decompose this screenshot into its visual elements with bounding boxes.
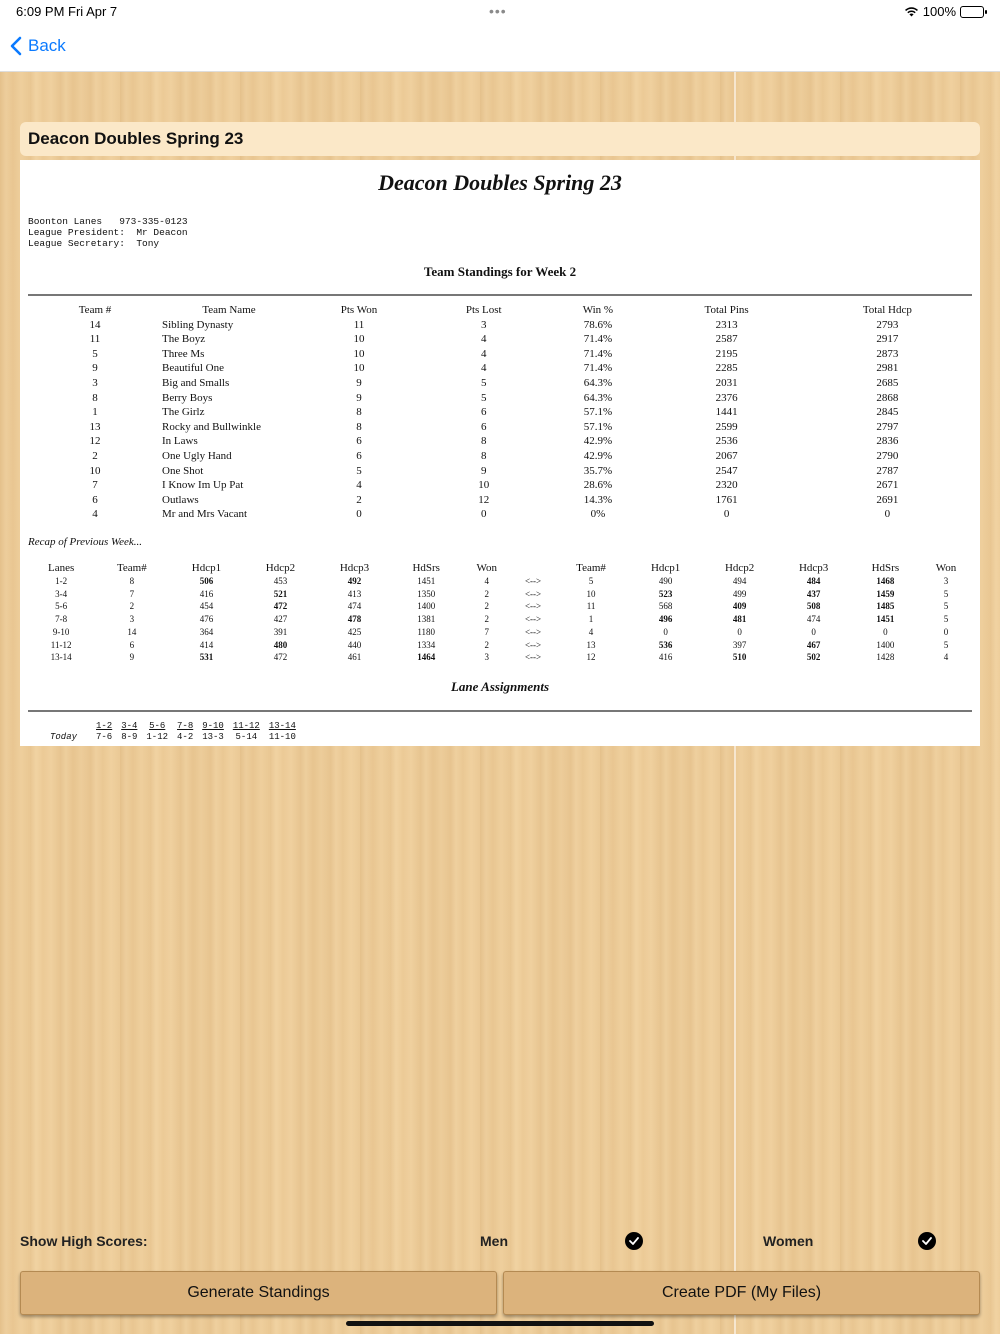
recap-cell: 492 xyxy=(347,576,362,586)
divider xyxy=(28,294,972,296)
checkmark-icon xyxy=(922,1237,932,1245)
standings-cell: 4 xyxy=(92,508,98,521)
standings-cell: 2 xyxy=(92,449,98,462)
create-pdf-button[interactable]: Create PDF (My Files) xyxy=(503,1271,980,1315)
lane-teams: 13-3 xyxy=(202,732,224,742)
status-time: 6:09 PM Fri Apr 7 xyxy=(16,4,118,19)
standings-cell: 9 xyxy=(92,362,98,375)
standings-cell: 2685 xyxy=(876,376,899,389)
recap-cell: 1400 xyxy=(876,639,895,650)
recap-cell: 0 xyxy=(883,626,888,637)
recap-cell: 1334 xyxy=(417,639,436,650)
recap-cell: 490 xyxy=(658,576,673,586)
recap-cell: 9 xyxy=(129,652,135,663)
lane-number: 5-6 xyxy=(149,721,166,731)
team-name-cell: I Know Im Up Pat xyxy=(162,479,244,492)
recap-cell: 474 xyxy=(806,614,821,625)
standings-cell: 4 xyxy=(480,333,487,346)
standings-row xyxy=(28,478,972,493)
recap-cell: 1485 xyxy=(876,601,895,612)
standings-cell: 35.7% xyxy=(583,464,613,477)
recap-cell: 0 xyxy=(943,626,949,637)
standings-cell: 2587 xyxy=(715,333,738,346)
standings-cell: 13 xyxy=(89,420,101,433)
col-header: Team # xyxy=(78,304,112,316)
women-checkbox[interactable] xyxy=(918,1232,936,1250)
col-header: Pts Won xyxy=(340,304,378,316)
recap-cell: 397 xyxy=(732,639,747,650)
recap-cell: 0 xyxy=(663,626,668,637)
recap-cell: 11 xyxy=(586,601,596,612)
report-info xyxy=(28,216,188,249)
standings-row xyxy=(28,420,972,435)
battery-percent: 100% xyxy=(922,4,956,19)
standings-cell: 2793 xyxy=(876,318,899,331)
team-name-cell: Berry Boys xyxy=(162,391,213,404)
standings-cell: 6 xyxy=(480,406,487,419)
standings-cell: 1 xyxy=(92,406,98,419)
recap-col-header: Team# xyxy=(576,561,606,574)
recap-cell: 3-4 xyxy=(55,588,68,599)
team-name-cell: Beautiful One xyxy=(162,362,225,375)
team-name-cell: Mr and Mrs Vacant xyxy=(162,508,248,521)
standings-cell: 9 xyxy=(356,376,362,389)
recap-cell: 7-8 xyxy=(55,614,68,625)
standings-cell: 2917 xyxy=(876,333,899,346)
col-header: Team Name xyxy=(202,304,256,316)
standings-cell: 8 xyxy=(92,391,98,404)
recap-cell: 7 xyxy=(484,626,490,637)
recap-cell: 2 xyxy=(129,601,135,612)
recap-col-header: Lanes xyxy=(48,561,75,574)
recap-cell: 2 xyxy=(484,588,490,599)
recap-cell: 6 xyxy=(129,639,135,650)
recap-cell: 506 xyxy=(199,576,214,586)
recap-cell: 5 xyxy=(943,601,949,612)
recap-cell: 13-14 xyxy=(50,652,72,663)
info-line: League Secretary: Tony xyxy=(28,238,160,249)
recap-col-header: Hdcp2 xyxy=(265,561,296,574)
recap-cell: 1451 xyxy=(417,576,436,586)
standings-cell: 78.6% xyxy=(583,318,613,331)
standings-cell: 0 xyxy=(480,508,487,521)
standings-cell: 8 xyxy=(356,420,362,433)
standings-cell: 2031 xyxy=(715,376,738,389)
lane-number: 13-14 xyxy=(268,721,296,731)
standings-cell: 2836 xyxy=(876,435,899,448)
standings-cell: 2067 xyxy=(715,449,738,462)
recap-row xyxy=(28,626,972,639)
recap-cell: 437 xyxy=(806,588,821,599)
team-name-cell: The Girlz xyxy=(162,406,205,419)
standings-cell: 2599 xyxy=(715,420,738,433)
recap-col-header: Won xyxy=(935,561,957,574)
recap-cell: 461 xyxy=(347,652,362,663)
recap-cell: 1 xyxy=(588,614,594,625)
recap-cell: 391 xyxy=(273,626,288,637)
recap-cell: 5-6 xyxy=(55,601,68,612)
recap-cell: 472 xyxy=(273,601,288,612)
recap-cell: 1381 xyxy=(417,614,436,625)
lane-number: 11-12 xyxy=(232,721,260,731)
standings-cell: 10 xyxy=(353,362,365,375)
recap-cell: 0 xyxy=(737,626,742,637)
standings-cell: 10 xyxy=(89,464,101,477)
standings-cell: 2547 xyxy=(715,464,738,477)
lane-teams: 5-14 xyxy=(235,732,258,742)
navigation-bar xyxy=(0,26,1000,72)
recap-cell: 409 xyxy=(732,601,747,612)
standings-cell: 7 xyxy=(92,479,98,492)
recap-col-header: Hdcp2 xyxy=(724,561,755,574)
recap-cell: 496 xyxy=(658,614,673,625)
recap-col-header: Hdcp1 xyxy=(191,561,222,574)
standings-cell: 6 xyxy=(480,420,487,433)
recap-cell: 481 xyxy=(732,614,747,625)
lane-number: 1-2 xyxy=(96,721,113,731)
recap-cell: <--> xyxy=(524,576,542,586)
men-checkbox[interactable] xyxy=(625,1232,643,1250)
standings-row xyxy=(28,434,972,449)
recap-cell: 1468 xyxy=(876,576,895,586)
recap-cell: 467 xyxy=(806,639,821,650)
recap-cell: 531 xyxy=(199,652,214,663)
team-name-cell: Sibling Dynasty xyxy=(162,318,234,331)
recap-cell: 510 xyxy=(732,652,747,663)
standings-cell: 0 xyxy=(723,508,730,521)
recap-cell: 2 xyxy=(484,601,490,612)
recap-table xyxy=(28,560,972,664)
recap-label: Recap of Previous Week... xyxy=(28,536,143,548)
standings-cell: 4 xyxy=(480,347,487,360)
team-name-cell: The Boyz xyxy=(162,333,206,346)
col-header: Total Pins xyxy=(704,304,749,316)
recap-cell: 454 xyxy=(199,601,214,612)
recap-cell: 13 xyxy=(586,639,596,650)
lane-teams: 7-6 xyxy=(96,732,113,742)
status-right xyxy=(904,4,984,19)
standings-cell: 9 xyxy=(356,391,362,404)
team-name-cell: Outlaws xyxy=(162,493,199,506)
recap-row xyxy=(28,651,972,664)
recap-cell: 9-10 xyxy=(52,626,70,637)
recap-cell: 472 xyxy=(273,652,288,663)
standings-cell: 5 xyxy=(356,464,362,477)
back-label: Back xyxy=(28,36,66,55)
recap-cell: 5 xyxy=(943,639,949,650)
standings-cell: 71.4% xyxy=(583,362,613,375)
standings-cell: 57.1% xyxy=(583,420,613,433)
standings-cell: 1441 xyxy=(715,406,738,419)
recap-cell: 502 xyxy=(806,652,821,663)
recap-cell: 1459 xyxy=(876,588,895,599)
recap-cell: <--> xyxy=(524,601,542,612)
standings-cell: 6 xyxy=(356,449,362,462)
recap-cell: 5 xyxy=(943,588,949,599)
standings-cell: 2313 xyxy=(715,318,738,331)
lane-today-label: Today xyxy=(50,732,78,742)
standings-cell: 9 xyxy=(480,464,487,477)
report-subtitle: Team Standings for Week 2 xyxy=(423,264,577,279)
recap-cell: 1350 xyxy=(417,588,436,599)
recap-cell: 499 xyxy=(732,588,747,599)
standings-cell: 8 xyxy=(356,406,362,419)
recap-cell: 3 xyxy=(129,614,135,625)
lane-assignment xyxy=(121,721,137,743)
recap-cell: 523 xyxy=(658,588,673,599)
standings-cell: 11 xyxy=(89,333,101,346)
standings-cell: 11 xyxy=(353,318,365,331)
standings-cell: 5 xyxy=(480,391,487,404)
recap-cell: 12 xyxy=(586,652,596,663)
lane-assignments xyxy=(50,721,305,743)
recap-row xyxy=(28,588,972,601)
recap-cell: 1428 xyxy=(876,652,895,663)
lane-number: 9-10 xyxy=(202,721,224,731)
recap-cell: 1-2 xyxy=(55,576,68,586)
standings-row xyxy=(28,361,972,376)
recap-cell: 1400 xyxy=(417,601,436,612)
standings-cell: 71.4% xyxy=(583,333,613,346)
standings-header-row xyxy=(28,303,972,318)
standings-cell: 2981 xyxy=(876,362,899,375)
standings-cell: 2671 xyxy=(876,479,899,492)
standings-cell: 2195 xyxy=(715,347,738,360)
standings-cell: 8 xyxy=(480,449,487,462)
standings-cell: 42.9% xyxy=(583,449,613,462)
standings-cell: 3 xyxy=(92,376,98,389)
recap-cell: 2 xyxy=(484,614,490,625)
lane-teams: 11-10 xyxy=(268,732,296,742)
recap-row xyxy=(28,575,972,588)
standings-cell: 4 xyxy=(356,479,362,492)
standings-row xyxy=(28,332,972,347)
recap-cell: 3 xyxy=(943,576,949,586)
recap-col-header: Hdcp3 xyxy=(339,561,370,574)
recap-cell: <--> xyxy=(524,614,542,625)
recap-row xyxy=(28,639,972,652)
generate-standings-button[interactable]: Generate Standings xyxy=(20,1271,497,1315)
recap-cell: 478 xyxy=(347,614,362,625)
standings-cell: 64.3% xyxy=(583,376,613,389)
team-name-cell: One Shot xyxy=(162,464,204,477)
recap-row xyxy=(28,613,972,626)
standings-row xyxy=(28,405,972,420)
standings-cell: 10 xyxy=(478,479,490,492)
standings-cell: 0 xyxy=(884,508,891,521)
recap-cell: 476 xyxy=(199,614,214,625)
recap-cell: 440 xyxy=(347,639,362,650)
standings-cell: 64.3% xyxy=(583,391,613,404)
standings-cell: 2873 xyxy=(876,347,899,360)
recap-cell: 453 xyxy=(273,576,288,586)
recap-col-header: Team# xyxy=(116,561,147,574)
lane-teams: 8-9 xyxy=(121,732,138,742)
chevron-left-icon xyxy=(10,36,22,56)
recap-cell: 413 xyxy=(347,588,362,599)
recap-cell: 5 xyxy=(588,576,594,586)
info-line: League President: Mr Deacon xyxy=(28,227,188,238)
recap-col-header xyxy=(513,560,554,575)
standings-cell: 28.6% xyxy=(583,479,613,492)
recap-cell: <--> xyxy=(524,652,542,663)
recap-cell: 425 xyxy=(347,626,362,637)
standings-cell: 2320 xyxy=(715,479,738,492)
recap-cell: 508 xyxy=(806,601,821,612)
recap-col-header: Hdcp3 xyxy=(798,561,829,574)
team-name-cell: One Ugly Hand xyxy=(162,449,232,462)
standings-row xyxy=(28,318,972,333)
recap-cell: 8 xyxy=(129,576,135,586)
standings-cell: 1761 xyxy=(715,493,738,506)
league-title: Deacon Doubles Spring 23 xyxy=(28,129,244,148)
standings-cell: 14.3% xyxy=(583,493,613,506)
recap-cell: 1180 xyxy=(417,626,436,637)
standings-cell: 12 xyxy=(478,493,490,506)
men-label: Men xyxy=(480,1233,508,1249)
standings-cell: 4 xyxy=(480,362,487,375)
standings-cell: 2 xyxy=(356,493,362,506)
standings-cell: 0% xyxy=(590,508,606,521)
standings-cell: 2787 xyxy=(876,464,899,477)
standings-cell: 14 xyxy=(89,318,101,331)
back-button[interactable] xyxy=(10,36,66,56)
lane-assignments-title: Lane Assignments xyxy=(450,679,550,694)
standings-row xyxy=(28,449,972,464)
recap-cell: 521 xyxy=(273,588,288,599)
recap-cell: 1464 xyxy=(417,652,436,663)
recap-cell: 364 xyxy=(199,626,214,637)
recap-cell: <--> xyxy=(524,626,542,637)
lane-number: 3-4 xyxy=(121,721,138,731)
recap-cell: 480 xyxy=(273,639,288,650)
recap-col-header: HdSrs xyxy=(412,561,440,574)
standings-cell: 3 xyxy=(480,318,487,331)
col-header: Total Hdcp xyxy=(862,304,912,316)
lane-number: 7-8 xyxy=(177,721,194,731)
standings-cell: 2868 xyxy=(876,391,899,404)
multitasking-dots-icon[interactable]: ••• xyxy=(489,3,507,19)
lane-assignment xyxy=(96,721,112,743)
lane-teams: 4-2 xyxy=(177,732,194,742)
recap-col-header: Won xyxy=(476,561,498,574)
recap-cell: 2 xyxy=(484,639,490,650)
team-name-cell: In Laws xyxy=(162,435,198,448)
recap-cell: 14 xyxy=(127,626,137,637)
standings-cell: 8 xyxy=(480,435,487,448)
standings-cell: 2790 xyxy=(876,449,899,462)
standings-row xyxy=(28,464,972,479)
recap-row xyxy=(28,600,972,613)
recap-cell: 484 xyxy=(806,576,821,586)
standings-row xyxy=(28,493,972,508)
recap-cell: 494 xyxy=(732,576,747,586)
league-title-bar xyxy=(20,122,980,156)
recap-cell: 1451 xyxy=(876,614,895,625)
standings-row xyxy=(28,391,972,406)
recap-cell: 474 xyxy=(347,601,362,612)
recap-cell: 7 xyxy=(129,588,135,599)
recap-cell: 10 xyxy=(586,588,596,599)
standings-cell: 10 xyxy=(353,347,365,360)
standings-cell: 2691 xyxy=(876,493,899,506)
home-indicator[interactable] xyxy=(346,1321,654,1326)
recap-header-row xyxy=(28,560,972,575)
standings-cell: 42.9% xyxy=(583,435,613,448)
recap-cell: 3 xyxy=(484,652,490,663)
show-high-scores-label: Show High Scores: xyxy=(20,1233,148,1249)
recap-col-header: HdSrs xyxy=(871,561,900,574)
recap-cell: 416 xyxy=(199,588,214,599)
status-bar xyxy=(0,0,1000,26)
lane-assignment xyxy=(146,721,168,743)
standings-row xyxy=(28,376,972,391)
lane-teams: 1-12 xyxy=(146,732,169,742)
lane-assignment xyxy=(269,721,296,743)
standings-row xyxy=(28,347,972,362)
standings-cell: 2797 xyxy=(876,420,899,433)
info-line: Boonton Lanes 973-335-0123 xyxy=(28,216,188,227)
col-header: Win % xyxy=(582,304,614,316)
lane-assignment xyxy=(233,721,260,743)
standings-cell: 0 xyxy=(356,508,362,521)
standings-row xyxy=(28,507,972,522)
standings-cell: 6 xyxy=(92,493,98,506)
standings-report[interactable] xyxy=(20,160,980,746)
recap-cell: <--> xyxy=(524,639,542,650)
lane-assignment xyxy=(177,721,193,743)
recap-cell: 11-12 xyxy=(50,639,72,650)
recap-cell: 414 xyxy=(199,639,214,650)
recap-cell: 427 xyxy=(273,614,288,625)
standings-cell: 57.1% xyxy=(583,406,613,419)
recap-cell: 416 xyxy=(658,652,673,663)
standings-cell: 2845 xyxy=(876,406,899,419)
standings-cell: 5 xyxy=(92,347,98,360)
report-title: Deacon Doubles Spring 23 xyxy=(378,170,622,195)
standings-cell: 2376 xyxy=(715,391,738,404)
standings-cell: 71.4% xyxy=(583,347,613,360)
team-name-cell: Big and Smalls xyxy=(162,376,230,389)
standings-cell: 2285 xyxy=(715,362,738,375)
recap-cell: 5 xyxy=(943,614,949,625)
women-label: Women xyxy=(763,1233,814,1249)
recap-cell: 4 xyxy=(484,576,490,586)
team-name-cell: Three Ms xyxy=(162,347,205,360)
battery-icon xyxy=(960,6,984,18)
standings-cell: 2536 xyxy=(715,435,738,448)
recap-cell: <--> xyxy=(524,588,542,599)
divider xyxy=(28,710,972,712)
standings-cell: 6 xyxy=(356,435,362,448)
standings-cell: 5 xyxy=(480,376,487,389)
col-header: Pts Lost xyxy=(465,304,502,316)
standings-cell: 12 xyxy=(89,435,101,448)
checkmark-icon xyxy=(629,1237,639,1245)
standings-cell: 10 xyxy=(353,333,365,346)
lane-assignment xyxy=(202,721,224,743)
recap-cell: 4 xyxy=(588,626,594,637)
recap-cell: 568 xyxy=(658,601,673,612)
standings-table xyxy=(28,303,972,522)
recap-cell: 536 xyxy=(658,639,673,650)
team-name-cell: Rocky and Bullwinkle xyxy=(162,420,261,433)
recap-cell: 0 xyxy=(811,626,816,637)
recap-cell: 4 xyxy=(943,652,949,663)
wifi-icon xyxy=(904,6,919,17)
recap-col-header: Hdcp1 xyxy=(650,561,681,574)
